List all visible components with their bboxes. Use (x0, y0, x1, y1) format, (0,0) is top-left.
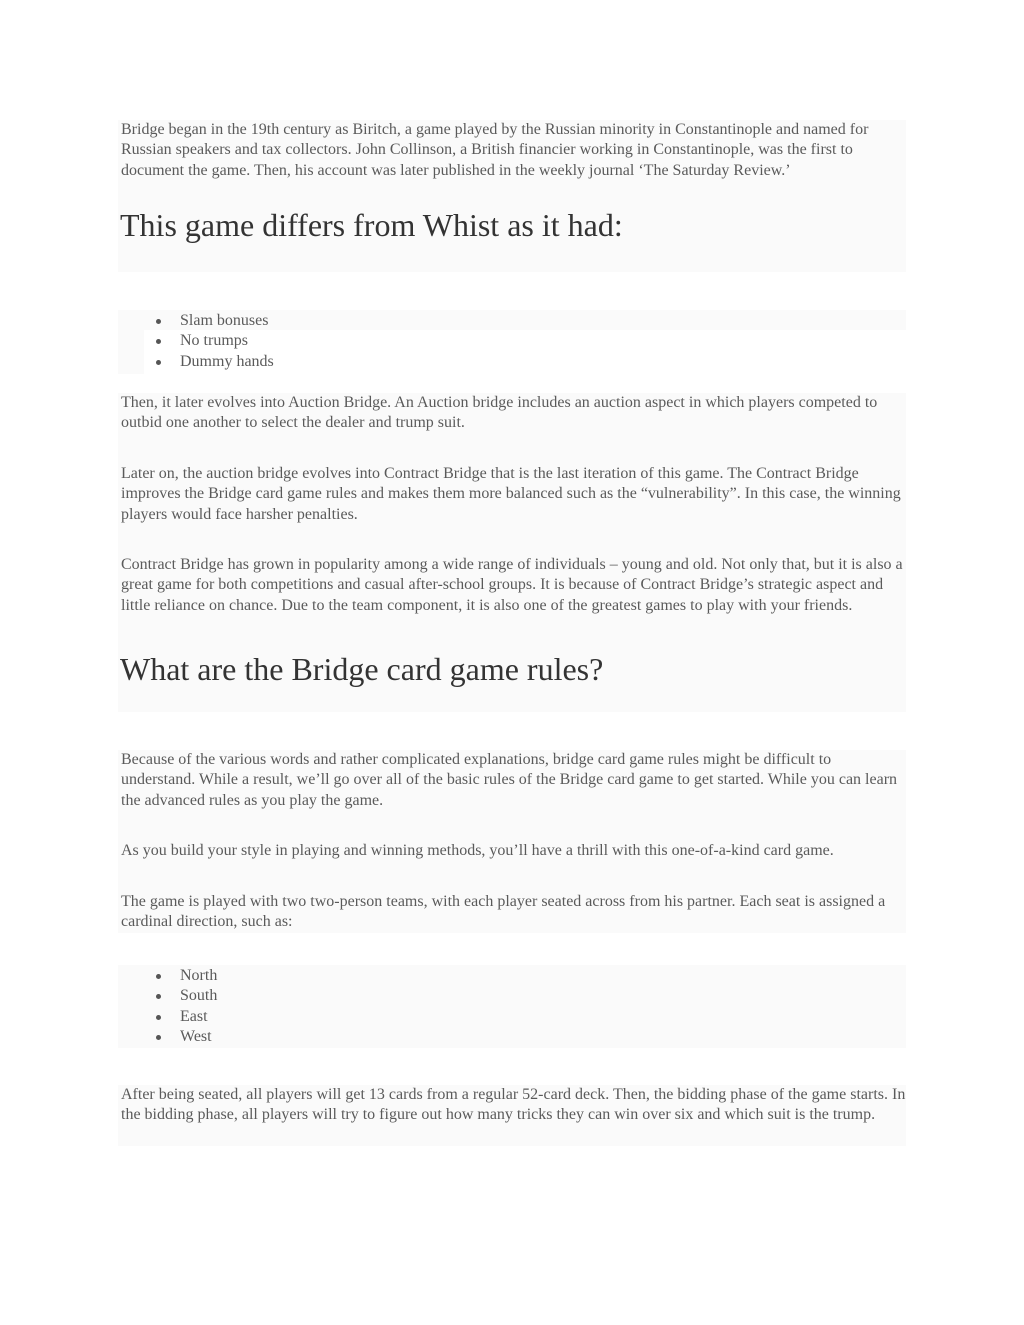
list-item-label: South (180, 987, 218, 1005)
list-item-label: North (180, 967, 218, 984)
popularity-paragraph: Contract Bridge has grown in popularity among a wide range of individuals – young and old. Not only that, but it is also a great game for both competitions and casual after-school groups. It is because of Contract Bridge’s strategic aspect and little reliance on chance. Due to the team component, it is also one of the greatest games to play with your friends. (121, 556, 903, 614)
bullet-icon (156, 1035, 161, 1040)
bullet-icon (156, 994, 161, 999)
list-item (118, 352, 906, 372)
bullet-icon (156, 974, 161, 979)
rules-intro-paragraph: Because of the various words and rather complicated explanations, bridge card game rules might be difficult to understand. While a result, we’ll go over all of the basic rules of the Bridge card game to get started. While you can learn the advanced rules as you play the game. (121, 751, 898, 809)
rules-heading: What are the Bridge card game rules? (120, 651, 604, 688)
list-item-label: Dummy hands (180, 352, 274, 370)
bidding-section (118, 1085, 906, 1146)
rules-section (118, 750, 906, 933)
bidding-paragraph: After being seated, all players will get 13 cards from a regular 52-card deck. Then, the bidding phase of the game starts. In the bidding phase, all players will try to figure out how many tricks they can win over six and which suit is the trump. (121, 1086, 906, 1124)
list-item (118, 966, 906, 986)
whist-differences-heading: This game differs from Whist as it had: (120, 207, 623, 244)
history-section (118, 393, 906, 712)
list-item (118, 331, 906, 351)
bullet-icon (156, 1015, 161, 1020)
list-item (118, 1007, 906, 1027)
directions-list-section (118, 965, 906, 1048)
bullet-icon (156, 339, 161, 344)
directions-list (118, 965, 906, 1048)
list-item-label: West (180, 1028, 212, 1046)
list-item-label: East (180, 1007, 208, 1025)
list-item-label: No trumps (180, 332, 248, 350)
list-item-label: Slam bonuses (180, 312, 269, 329)
intro-section (118, 120, 906, 272)
whist-differences-list (118, 311, 906, 372)
list-item (118, 311, 906, 331)
contract-bridge-paragraph: Later on, the auction bridge evolves into Contract Bridge that is the last iteration of this game. The Contract Bridge improves the Bridge card game rules and makes them more balanced such as the “vulnerability”. In this case, the winning players would face harsher penalties. (121, 464, 901, 523)
bullet-icon (156, 360, 161, 365)
list-item (118, 986, 906, 1006)
teams-paragraph: The game is played with two two-person teams, with each player seated across from his partner. Each seat is assigned a cardinal direction, such as: (121, 892, 886, 931)
list-item (118, 1027, 906, 1047)
thrill-paragraph: As you build your style in playing and winning methods, you’ll have a thrill with this one-of-a-kind card game. (121, 842, 834, 860)
intro-paragraph: Bridge began in the 19th century as Biritch, a game played by the Russian minority in Constantinople and named for Russian speakers and tax collectors. John Collinson, a British financier working in Constantinople, was the first to document the game. Then, his account was later published in the weekly journal ‘The Saturday Review.’ (121, 121, 869, 179)
bullet-icon (156, 319, 161, 324)
auction-bridge-paragraph: Then, it later evolves into Auction Bridge. An Auction bridge includes an auction aspect in which players competed to outbid one another to select the dealer and trump suit. (121, 394, 878, 432)
